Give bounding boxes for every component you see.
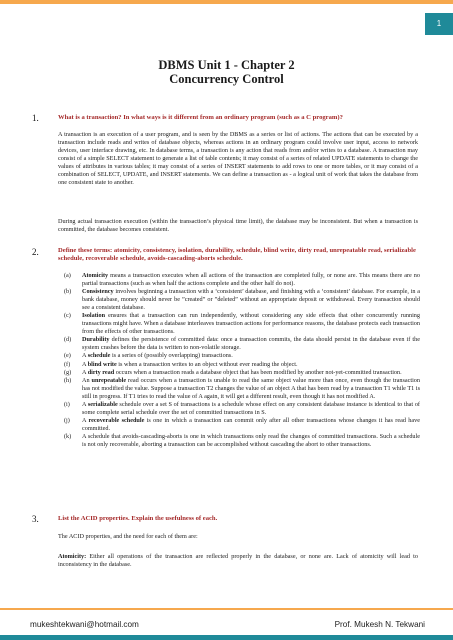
document-subtitle: Concurrency Control	[169, 72, 284, 86]
definition-label: (c)	[64, 312, 71, 320]
definition-label: (a)	[64, 272, 71, 279]
header-bar	[0, 0, 453, 34]
definition-label: (k)	[64, 432, 72, 440]
question-3-heading: List the ACID properties. Explain the usefulness of each.	[58, 515, 218, 522]
definition-item: (j) A recoverable schedule is one in which a transaction can commit only after all other transactions whose changes it has read have committed.	[64, 416, 420, 432]
question-3-intro: The ACID properties, and the need for each of them are:	[58, 533, 198, 540]
question-2-number: 2.	[32, 247, 39, 257]
definition-label: (d)	[64, 336, 72, 344]
question-1-paragraph-2: During actual transaction execution (within the transaction’s physical time limit), the database may be inconsistent. But when a transaction is committed, the database becomes consistent.	[58, 218, 418, 234]
author-email: mukeshtekwani@hotmail.com	[30, 620, 139, 629]
author-name: Prof. Mukesh N. Tekwani	[334, 620, 425, 629]
definition-item: (i) A serializable schedule over a set S of transactions is a schedule whose effect on any consistent database instance is identical to that of some complete serial schedule over the set of committed transactions in S.	[64, 400, 420, 416]
definition-label: (f)	[64, 360, 71, 368]
definition-term: dirty read	[87, 368, 115, 376]
definition-item: (a) Atomicity means a transaction executes when all actions of the transaction are completed fully, or none are. This means there are no partial transactions (such as when half the actions complete and the other half do not).	[64, 272, 420, 288]
definition-label: (b)	[64, 288, 72, 296]
definition-term: recoverable schedule	[88, 416, 145, 424]
page-number-badge: 1	[425, 13, 453, 35]
definition-term: blind write	[87, 360, 117, 368]
question-2-heading: Define these terms: atomicity, consistency, isolation, durability, schedule, blind write, dirty read, unrepeatable read, serializable schedule, recoverable schedule, avoids-cascading-aborts schedule.	[58, 247, 416, 263]
definition-item: (h) An unrepeatable read occurs when a transaction is unable to read the same object value more than once, even though the transaction has not modified the value. Suppose a transaction T2 changes the value of an object A that has been read by a transaction T1 while T1 is still in progress. If T1 tries to read the value of A again, it will get a different result, even though it has not modified A.	[64, 376, 420, 400]
definition-term: serializable	[87, 400, 118, 408]
definition-term: Isolation	[82, 312, 106, 320]
definition-term: Durability	[82, 336, 110, 344]
definition-item: (g) A dirty read occurs when a transaction reads a database object that has been modified by another not-yet-committed transaction.	[64, 368, 402, 376]
definition-item: (b) Consistency involves beginning a transaction with a ‘consistent’ database, and finishing with a ‘consistent’ database. For example, in a bank database, money should never be ”created” or ”deleted” without an appropriate deposit or withdrawal. Every transaction should see a consistent database.	[64, 288, 420, 312]
definitions-list	[64, 272, 420, 449]
definition-term: schedule	[87, 352, 111, 360]
question-3-number: 3.	[32, 514, 39, 524]
definition-label: (i)	[64, 400, 70, 408]
question-1-heading: What is a transaction? In what ways is it different from an ordinary program (such as a C program)?	[58, 114, 343, 121]
atomicity-paragraph: Atomicity: Either all operations of the transaction are reflected properly in the database, or none are. Lack of atomicity will lead to inconsistency in the database.	[58, 553, 418, 569]
definition-label: (g)	[64, 368, 72, 376]
definition-label: (h)	[64, 376, 72, 384]
question-1-paragraph-1: A transaction is an execution of a user program, and is seen by the DBMS as a series or list of actions. The actions that can be executed by a transaction include reads and writes of database objects, whereas actions in an ordinary program could involve user input, access to network devices, user interface drawing, etc. In database terms, a transaction is any action that reads from and/or writes to a database. A transaction may consist of a simple SELECT statement to generate a list of table contents; it may consist of a series of related UPDATE statements to change the values of attributes in various tables; it may consist of a series of INSERT statements to add rows to one or more tables, or it may consist of a combination of SELECT, UPDATE, and INSERT statements. We can define a transaction as - a logical unit of work that takes the database from one consistent state to another.	[58, 131, 418, 187]
atomicity-term: Atomicity:	[58, 553, 87, 560]
definition-item: (f) A blind write is when a transaction writes to an object without ever reading the object.	[64, 360, 298, 368]
definition-term: unrepeatable	[91, 376, 127, 384]
definition-term: Atomicity	[82, 272, 109, 279]
definition-item: (c) Isolation ensures that a transaction can run independently, without considering any side effects that other concurrently running transactions might have. When a database interleaves transaction actions for performance reasons, the database protects each transaction from the effects of other transactions.	[64, 312, 420, 336]
definition-label: (j)	[64, 416, 70, 424]
definition-item: (k) A schedule that avoids-cascading-aborts is one in which transactions only read the changes of committed transactions. Such a schedule is not only recoverable, aborting a transaction can be accomplished without cascading the abort to other transactions.	[64, 432, 420, 448]
definition-label: (e)	[64, 352, 71, 360]
definition-term: Consistency	[82, 288, 114, 296]
definition-item: (d) Durability defines the persistence of committed data: once a transaction commits, the data should persist in the database even if the system crashes before the data is written to non-volatile storage.	[64, 336, 420, 352]
question-1-number: 1.	[32, 113, 39, 123]
footer-bar	[0, 608, 453, 640]
definition-item: (e) A schedule is a series of (possibly overlapping) transactions.	[64, 352, 233, 360]
document-title: DBMS Unit 1 - Chapter 2	[158, 58, 295, 72]
